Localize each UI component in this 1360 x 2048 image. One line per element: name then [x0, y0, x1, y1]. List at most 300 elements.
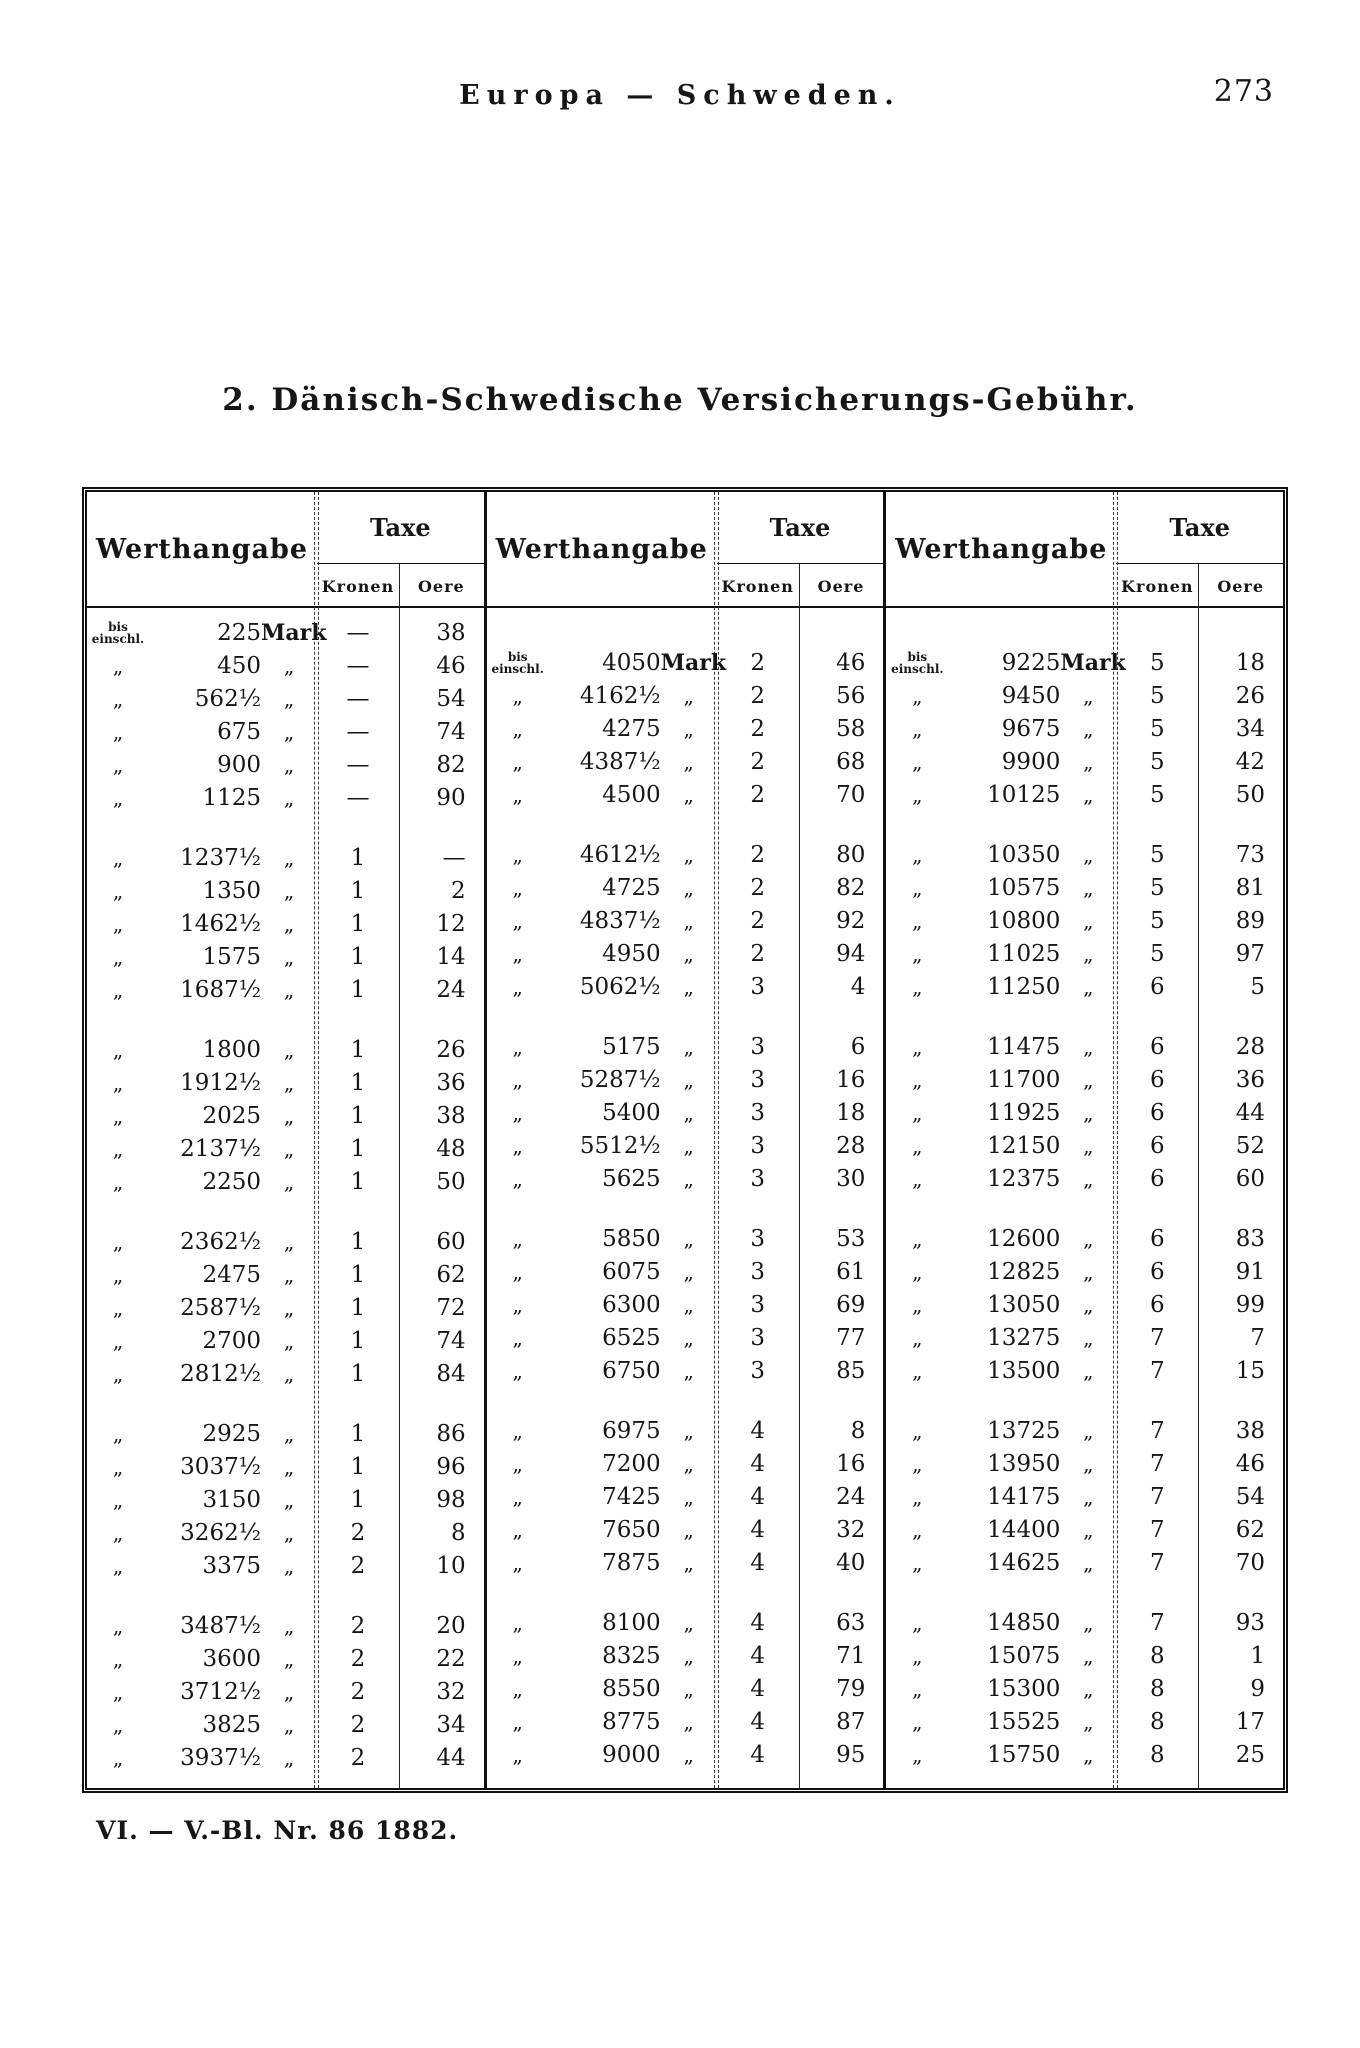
range-prefix [886, 875, 948, 900]
kronen-value: 3 [750, 1066, 765, 1093]
table-row [87, 1258, 484, 1291]
table-row [487, 1639, 884, 1672]
werth-unit [261, 619, 327, 646]
ditto-mark: „ [683, 1067, 694, 1092]
prefix-line: einschl. [91, 631, 145, 646]
ditto-mark: „ [912, 1484, 923, 1509]
kronen-value: 1 [350, 976, 366, 1003]
table-row [886, 778, 1283, 811]
werth-unit [261, 1361, 317, 1386]
werth-unit [660, 649, 727, 676]
werth-value: 15300 [987, 1675, 1061, 1702]
table-row [487, 904, 884, 937]
oere-value: 68 [836, 748, 866, 775]
range-prefix [87, 785, 149, 810]
oere-value: 8 [451, 1519, 466, 1546]
oere-value: 8 [850, 1417, 866, 1444]
kronen-value: 3 [750, 1033, 765, 1060]
werth-value: 14400 [987, 1516, 1061, 1543]
oere-value: 16 [836, 1450, 866, 1477]
ditto-mark: „ [283, 878, 295, 903]
ditto-mark: „ [1083, 1358, 1094, 1383]
werth-value: 11925 [987, 1099, 1061, 1126]
ditto-mark: „ [1083, 683, 1094, 708]
ditto-mark: „ [112, 1136, 124, 1161]
range-prefix [87, 1553, 149, 1578]
ditto-mark: „ [112, 1229, 124, 1254]
range-prefix [886, 974, 948, 999]
ditto-mark: „ [283, 1613, 295, 1638]
range-prefix [487, 1166, 549, 1191]
range-prefix-label [886, 651, 948, 675]
werth-unit [261, 878, 317, 903]
ditto-mark: „ [912, 1676, 923, 1701]
row-block [886, 1030, 1283, 1195]
werth-unit [1060, 749, 1116, 774]
werth-unit [661, 782, 717, 807]
werth-value: 10575 [987, 874, 1061, 901]
range-prefix [487, 651, 549, 675]
werth-value: 900 [217, 751, 261, 778]
ditto-mark: „ [512, 1226, 523, 1251]
kronen-value: 1 [350, 877, 366, 904]
ditto-mark: „ [112, 1262, 124, 1287]
werth-value: 1800 [202, 1036, 261, 1063]
oere-value: 92 [836, 907, 866, 934]
ditto-mark: „ [112, 1520, 124, 1545]
kronen-value: 6 [1150, 1225, 1165, 1252]
table-row [487, 1222, 884, 1255]
oere-value: 77 [836, 1324, 866, 1351]
werth-value: 13725 [987, 1417, 1061, 1444]
oere-value: 93 [1235, 1609, 1266, 1636]
werth-unit [1060, 1259, 1116, 1284]
ditto-mark: „ [683, 1451, 694, 1476]
ditto-mark: „ [283, 752, 295, 777]
oere-value: 82 [836, 874, 866, 901]
table-row [886, 1255, 1283, 1288]
oere-value: 34 [1235, 715, 1266, 742]
range-prefix [886, 941, 948, 966]
ditto-mark: „ [112, 1745, 124, 1770]
werth-value: 5400 [602, 1099, 661, 1126]
ditto-mark: „ [1083, 1484, 1094, 1509]
werth-unit [661, 749, 717, 774]
ditto-mark: „ [912, 941, 923, 966]
oere-value: 70 [836, 781, 866, 808]
table-row [87, 1675, 484, 1708]
oere-value: 84 [436, 1360, 466, 1387]
werth-value: 11250 [987, 973, 1061, 1000]
werth-unit [261, 1037, 317, 1062]
oere-value: 63 [836, 1609, 866, 1636]
oere-value: 28 [836, 1132, 866, 1159]
oere-value: 32 [836, 1516, 866, 1543]
ditto-mark: „ [683, 1709, 694, 1734]
ditto-mark: „ [283, 653, 295, 678]
ditto-mark: „ [112, 785, 124, 810]
ditto-mark: „ [683, 1643, 694, 1668]
ditto-mark: „ [683, 683, 694, 708]
oere-value: 54 [1235, 1483, 1266, 1510]
kronen-value: 2 [750, 748, 765, 775]
range-prefix [87, 686, 149, 711]
range-prefix [487, 941, 549, 966]
werth-unit [661, 1034, 717, 1059]
kronen-value: 1 [350, 1036, 366, 1063]
table-row [886, 1606, 1283, 1639]
ditto-mark: „ [512, 1067, 523, 1092]
ditto-mark: „ [112, 686, 124, 711]
werth-unit [661, 1133, 717, 1158]
range-prefix [886, 1259, 948, 1284]
range-prefix [886, 1550, 948, 1575]
kronen-value: 2 [750, 874, 765, 901]
ditto-mark: „ [512, 1358, 523, 1383]
ditto-mark: „ [112, 653, 124, 678]
kronen-value: 5 [1150, 715, 1165, 742]
kronen-value: — [346, 718, 370, 745]
kronen-value: 2 [350, 1645, 366, 1672]
werth-value: 2250 [202, 1168, 261, 1195]
werth-value: 8550 [602, 1675, 661, 1702]
table-row [87, 841, 484, 874]
kronen-value: 3 [750, 1132, 765, 1159]
ditto-mark: „ [112, 719, 124, 744]
oere-value: 20 [436, 1612, 466, 1639]
werth-unit [261, 1295, 317, 1320]
ditto-mark: „ [912, 1550, 923, 1575]
werth-value: 2700 [202, 1327, 261, 1354]
ditto-mark: „ [283, 1070, 295, 1095]
oere-value: 24 [836, 1483, 866, 1510]
werth-unit [661, 1325, 717, 1350]
table-group-body [487, 608, 884, 1788]
kronen-value: 6 [1150, 1165, 1165, 1192]
table-row [886, 1414, 1283, 1447]
kronen-header: Kronen [1121, 576, 1194, 596]
table-row [87, 616, 484, 649]
ditto-mark: „ [912, 1034, 923, 1059]
range-prefix [87, 1037, 149, 1062]
werth-unit [1060, 875, 1116, 900]
ditto-mark: „ [912, 716, 923, 741]
ditto-mark: „ [1083, 941, 1094, 966]
range-prefix [87, 1136, 149, 1161]
row-block [87, 1417, 484, 1582]
kronen-value: 5 [1150, 649, 1165, 676]
werth-value: 4162½ [579, 682, 661, 709]
werth-value: 4387½ [579, 748, 661, 775]
werth-value: 6525 [602, 1324, 661, 1351]
table-row [87, 1225, 484, 1258]
range-prefix [87, 1070, 149, 1095]
ditto-mark: „ [283, 785, 295, 810]
kronen-value: 7 [1150, 1357, 1165, 1384]
range-prefix [886, 782, 948, 807]
ditto-mark: „ [112, 944, 124, 969]
oere-value: 86 [436, 1420, 466, 1447]
werth-value: 1912½ [180, 1069, 261, 1096]
werth-unit [661, 683, 717, 708]
table-row [886, 970, 1283, 1003]
werth-value: 1350 [202, 877, 261, 904]
range-prefix [487, 1358, 549, 1383]
kronen-header: Kronen [321, 576, 395, 596]
werth-value: 6975 [602, 1417, 661, 1444]
ditto-mark: „ [912, 1358, 923, 1383]
oere-value: 1 [1250, 1642, 1266, 1669]
ditto-mark: „ [112, 1328, 124, 1353]
ditto-mark: „ [283, 1421, 295, 1446]
kronen-value: 2 [750, 715, 765, 742]
oere-value: 80 [836, 841, 866, 868]
range-prefix [87, 1487, 149, 1512]
werth-value: 5625 [602, 1165, 661, 1192]
werth-value: 3937½ [180, 1744, 261, 1771]
table-row [487, 778, 884, 811]
ditto-mark: „ [912, 1451, 923, 1476]
ditto-mark: „ [1083, 1259, 1094, 1284]
ditto-mark: „ [683, 1742, 694, 1767]
table-group-body [87, 608, 484, 1788]
oere-value: 90 [436, 784, 466, 811]
kronen-value: 6 [1150, 1132, 1165, 1159]
kronen-value: — [346, 784, 370, 811]
kronen-value: 6 [1150, 1066, 1165, 1093]
werth-unit [261, 1679, 317, 1704]
range-prefix [487, 782, 549, 807]
werth-unit [661, 1067, 717, 1092]
range-prefix [87, 719, 149, 744]
ditto-mark: „ [283, 1229, 295, 1254]
oere-value: 74 [436, 1327, 466, 1354]
ditto-mark: „ [683, 1418, 694, 1443]
range-prefix [87, 878, 149, 903]
werth-unit [1060, 1517, 1116, 1542]
range-prefix-label [487, 651, 549, 675]
ditto-mark: „ [283, 1745, 295, 1770]
table-row [886, 1480, 1283, 1513]
kronen-value: 4 [750, 1675, 765, 1702]
ditto-mark: „ [512, 941, 523, 966]
ditto-mark: „ [912, 1100, 923, 1125]
werth-value: 6300 [602, 1291, 661, 1318]
werth-unit [1060, 1742, 1116, 1767]
oere-value: 18 [1235, 649, 1266, 676]
werth-value: 2587½ [180, 1294, 261, 1321]
footer-imprint: VI. — V.-Bl. Nr. 86 1882. [96, 1816, 459, 1845]
table-row [487, 1288, 884, 1321]
row-block [487, 1030, 884, 1195]
ditto-mark: „ [912, 1166, 923, 1191]
werth-unit [261, 653, 317, 678]
ditto-mark: „ [112, 1169, 124, 1194]
ditto-mark: „ [283, 845, 295, 870]
werth-unit [661, 1226, 717, 1251]
oere-value: 79 [836, 1675, 866, 1702]
range-prefix [886, 1067, 948, 1092]
werthangabe-header: Werthangabe [895, 533, 1108, 565]
oere-value: 62 [436, 1261, 466, 1288]
werth-value: 3487½ [180, 1612, 261, 1639]
range-prefix [87, 752, 149, 777]
werth-value: 7425 [602, 1483, 661, 1510]
oere-value: 30 [836, 1165, 866, 1192]
row-block [487, 1414, 884, 1579]
ditto-mark: „ [1083, 782, 1094, 807]
table-row [886, 1738, 1283, 1771]
ditto-mark: „ [1083, 974, 1094, 999]
oere-value: 5 [1250, 973, 1266, 1000]
ditto-mark: „ [683, 1259, 694, 1284]
row-block [87, 841, 484, 1006]
prefix-line: einschl. [891, 661, 944, 676]
range-prefix [886, 1517, 948, 1542]
werth-unit [261, 1712, 317, 1737]
range-prefix [87, 1103, 149, 1128]
oere-value: — [442, 844, 466, 871]
werth-value: 4837½ [579, 907, 661, 934]
oere-value: 12 [436, 910, 466, 937]
ditto-mark: „ [512, 1610, 523, 1635]
ditto-mark: „ [112, 878, 124, 903]
werth-unit [661, 875, 717, 900]
werth-unit [1060, 1550, 1116, 1575]
werth-unit [261, 752, 317, 777]
range-prefix [886, 1676, 948, 1701]
werth-value: 10800 [987, 907, 1061, 934]
werth-value: 4050 [602, 649, 661, 676]
oere-value: 44 [436, 1744, 466, 1771]
range-prefix [487, 1550, 549, 1575]
werth-value: 1575 [202, 943, 261, 970]
werth-value: 5512½ [579, 1132, 661, 1159]
range-prefix [487, 1226, 549, 1251]
ditto-mark: „ [283, 977, 295, 1002]
ditto-mark: „ [283, 1646, 295, 1671]
werth-value: 450 [217, 652, 261, 679]
kronen-value: 5 [1150, 841, 1165, 868]
werth-value: 15750 [987, 1741, 1061, 1768]
kronen-value: 1 [350, 1453, 366, 1480]
oere-value: 60 [1235, 1165, 1266, 1192]
werth-value: 9675 [1001, 715, 1061, 742]
kronen-value: 1 [350, 943, 366, 970]
ditto-mark: „ [1083, 1517, 1094, 1542]
table-row [487, 1030, 884, 1063]
kronen-value: 3 [750, 1258, 765, 1285]
werth-unit [261, 1487, 317, 1512]
page-number: 273 [1213, 74, 1274, 109]
kronen-value: 2 [750, 781, 765, 808]
unit-label: Mark [1060, 649, 1126, 676]
kronen-value: 5 [1150, 748, 1165, 775]
ditto-mark: „ [1083, 875, 1094, 900]
ditto-mark: „ [283, 1136, 295, 1161]
table-row [886, 1354, 1283, 1387]
werth-value: 15075 [987, 1642, 1061, 1669]
ditto-mark: „ [912, 1325, 923, 1350]
table-row [87, 1324, 484, 1357]
ditto-mark: „ [112, 1361, 124, 1386]
ditto-mark: „ [912, 749, 923, 774]
werth-value: 2137½ [180, 1135, 261, 1162]
werth-unit [661, 842, 717, 867]
ditto-mark: „ [1083, 1709, 1094, 1734]
oere-value: 53 [836, 1225, 866, 1252]
kronen-value: 2 [350, 1519, 366, 1546]
oere-value: 36 [436, 1069, 466, 1096]
werth-unit [661, 1742, 717, 1767]
kronen-value: 4 [750, 1417, 765, 1444]
ditto-mark: „ [1083, 1292, 1094, 1317]
ditto-mark: „ [512, 782, 523, 807]
table-group [883, 492, 1283, 1788]
ditto-mark: „ [912, 1643, 923, 1668]
werth-unit [661, 1517, 717, 1542]
kronen-value: 2 [750, 841, 765, 868]
werth-unit [1060, 1418, 1116, 1443]
range-prefix [487, 683, 549, 708]
werth-value: 9225 [1001, 649, 1061, 676]
ditto-mark: „ [683, 842, 694, 867]
table-row [886, 1063, 1283, 1096]
row-block [886, 1606, 1283, 1771]
fee-table [82, 487, 1288, 1793]
oere-value: 36 [1235, 1066, 1266, 1093]
oere-value: 99 [1235, 1291, 1266, 1318]
table-row [87, 1165, 484, 1198]
oere-value: 50 [1235, 781, 1266, 808]
werth-value: 3712½ [180, 1678, 261, 1705]
ditto-mark: „ [512, 749, 523, 774]
ditto-mark: „ [912, 1292, 923, 1317]
table-row [87, 940, 484, 973]
ditto-mark: „ [512, 1325, 523, 1350]
kronen-value: 3 [750, 1099, 765, 1126]
kronen-value: 7 [1150, 1324, 1165, 1351]
ditto-mark: „ [512, 683, 523, 708]
range-prefix [487, 749, 549, 774]
table-row [886, 1546, 1283, 1579]
ditto-mark: „ [283, 1454, 295, 1479]
kronen-value: 1 [350, 1168, 366, 1195]
werth-unit [1060, 1226, 1116, 1251]
ditto-mark: „ [683, 1100, 694, 1125]
werth-unit [661, 1676, 717, 1701]
ditto-mark: „ [1083, 1610, 1094, 1635]
werth-value: 2475 [202, 1261, 261, 1288]
row-block [886, 1222, 1283, 1387]
range-prefix-label [87, 621, 149, 645]
ditto-mark: „ [512, 1166, 523, 1191]
table-row [886, 1705, 1283, 1738]
werth-unit [661, 716, 717, 741]
ditto-mark: „ [283, 1037, 295, 1062]
ditto-mark: „ [112, 1070, 124, 1095]
ditto-mark: „ [283, 719, 295, 744]
row-block [87, 1609, 484, 1774]
table-group-header [886, 492, 1283, 608]
table-row [487, 745, 884, 778]
oere-value: 87 [836, 1708, 866, 1735]
ditto-mark: „ [112, 1679, 124, 1704]
werth-value: 3150 [202, 1486, 261, 1513]
kronen-value: 4 [750, 1609, 765, 1636]
werth-unit [261, 1646, 317, 1671]
oere-value: 40 [836, 1549, 866, 1576]
